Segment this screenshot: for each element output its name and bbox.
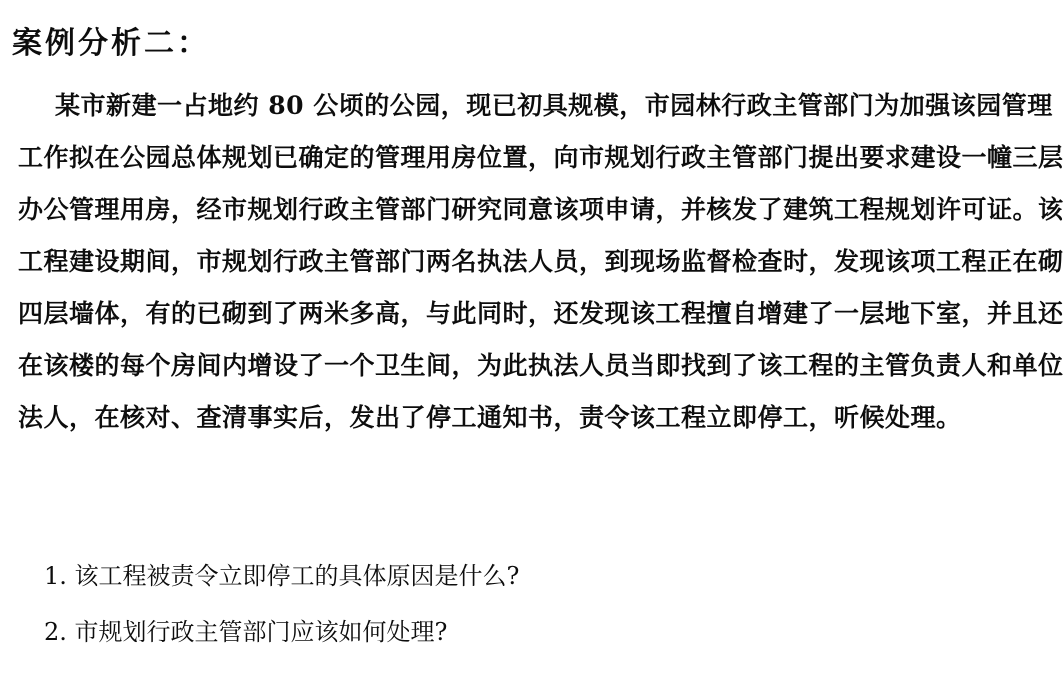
case-paragraph xyxy=(18,80,1064,444)
case-title: 案例分析二： xyxy=(12,26,210,61)
paragraph-line: 四层墙体，有的已砌到了两米多高，与此同时，还发现该工程擅自增建了一层地下室，并且还 xyxy=(18,299,1064,328)
paragraph-line: 工程建设期间，市规划行政主管部门两名执法人员，到现场监督检查时，发现该项工程正在砌 xyxy=(18,247,1064,276)
question-list xyxy=(44,548,519,660)
paragraph-line: 法人，在核对、查清事实后，发出了停工通知书，责令该工程立即停工，听候处理。 xyxy=(18,403,962,432)
paragraph-line: 在该楼的每个房间内增设了一个卫生间，为此执法人员当即找到了该工程的主管负责人和单位 xyxy=(18,351,1064,380)
paragraph-line: 工作拟在公园总体规划已确定的管理用房位置，向市规划行政主管部门提出要求建设一幢三层 xyxy=(18,143,1064,172)
question-item: 1. 该工程被责令立即停工的具体原因是什么? xyxy=(44,562,520,590)
question-item: 2. 市规划行政主管部门应该如何处理? xyxy=(44,618,448,646)
paragraph-line: 某市新建一占地约 80 公顷的公园，现已初具规模，市园林行政主管部门为加强该园管理 xyxy=(55,91,1053,120)
paragraph-line: 办公管理用房，经市规划行政主管部门研究同意该项申请，并核发了建筑工程规划许可证。该 xyxy=(18,195,1064,224)
